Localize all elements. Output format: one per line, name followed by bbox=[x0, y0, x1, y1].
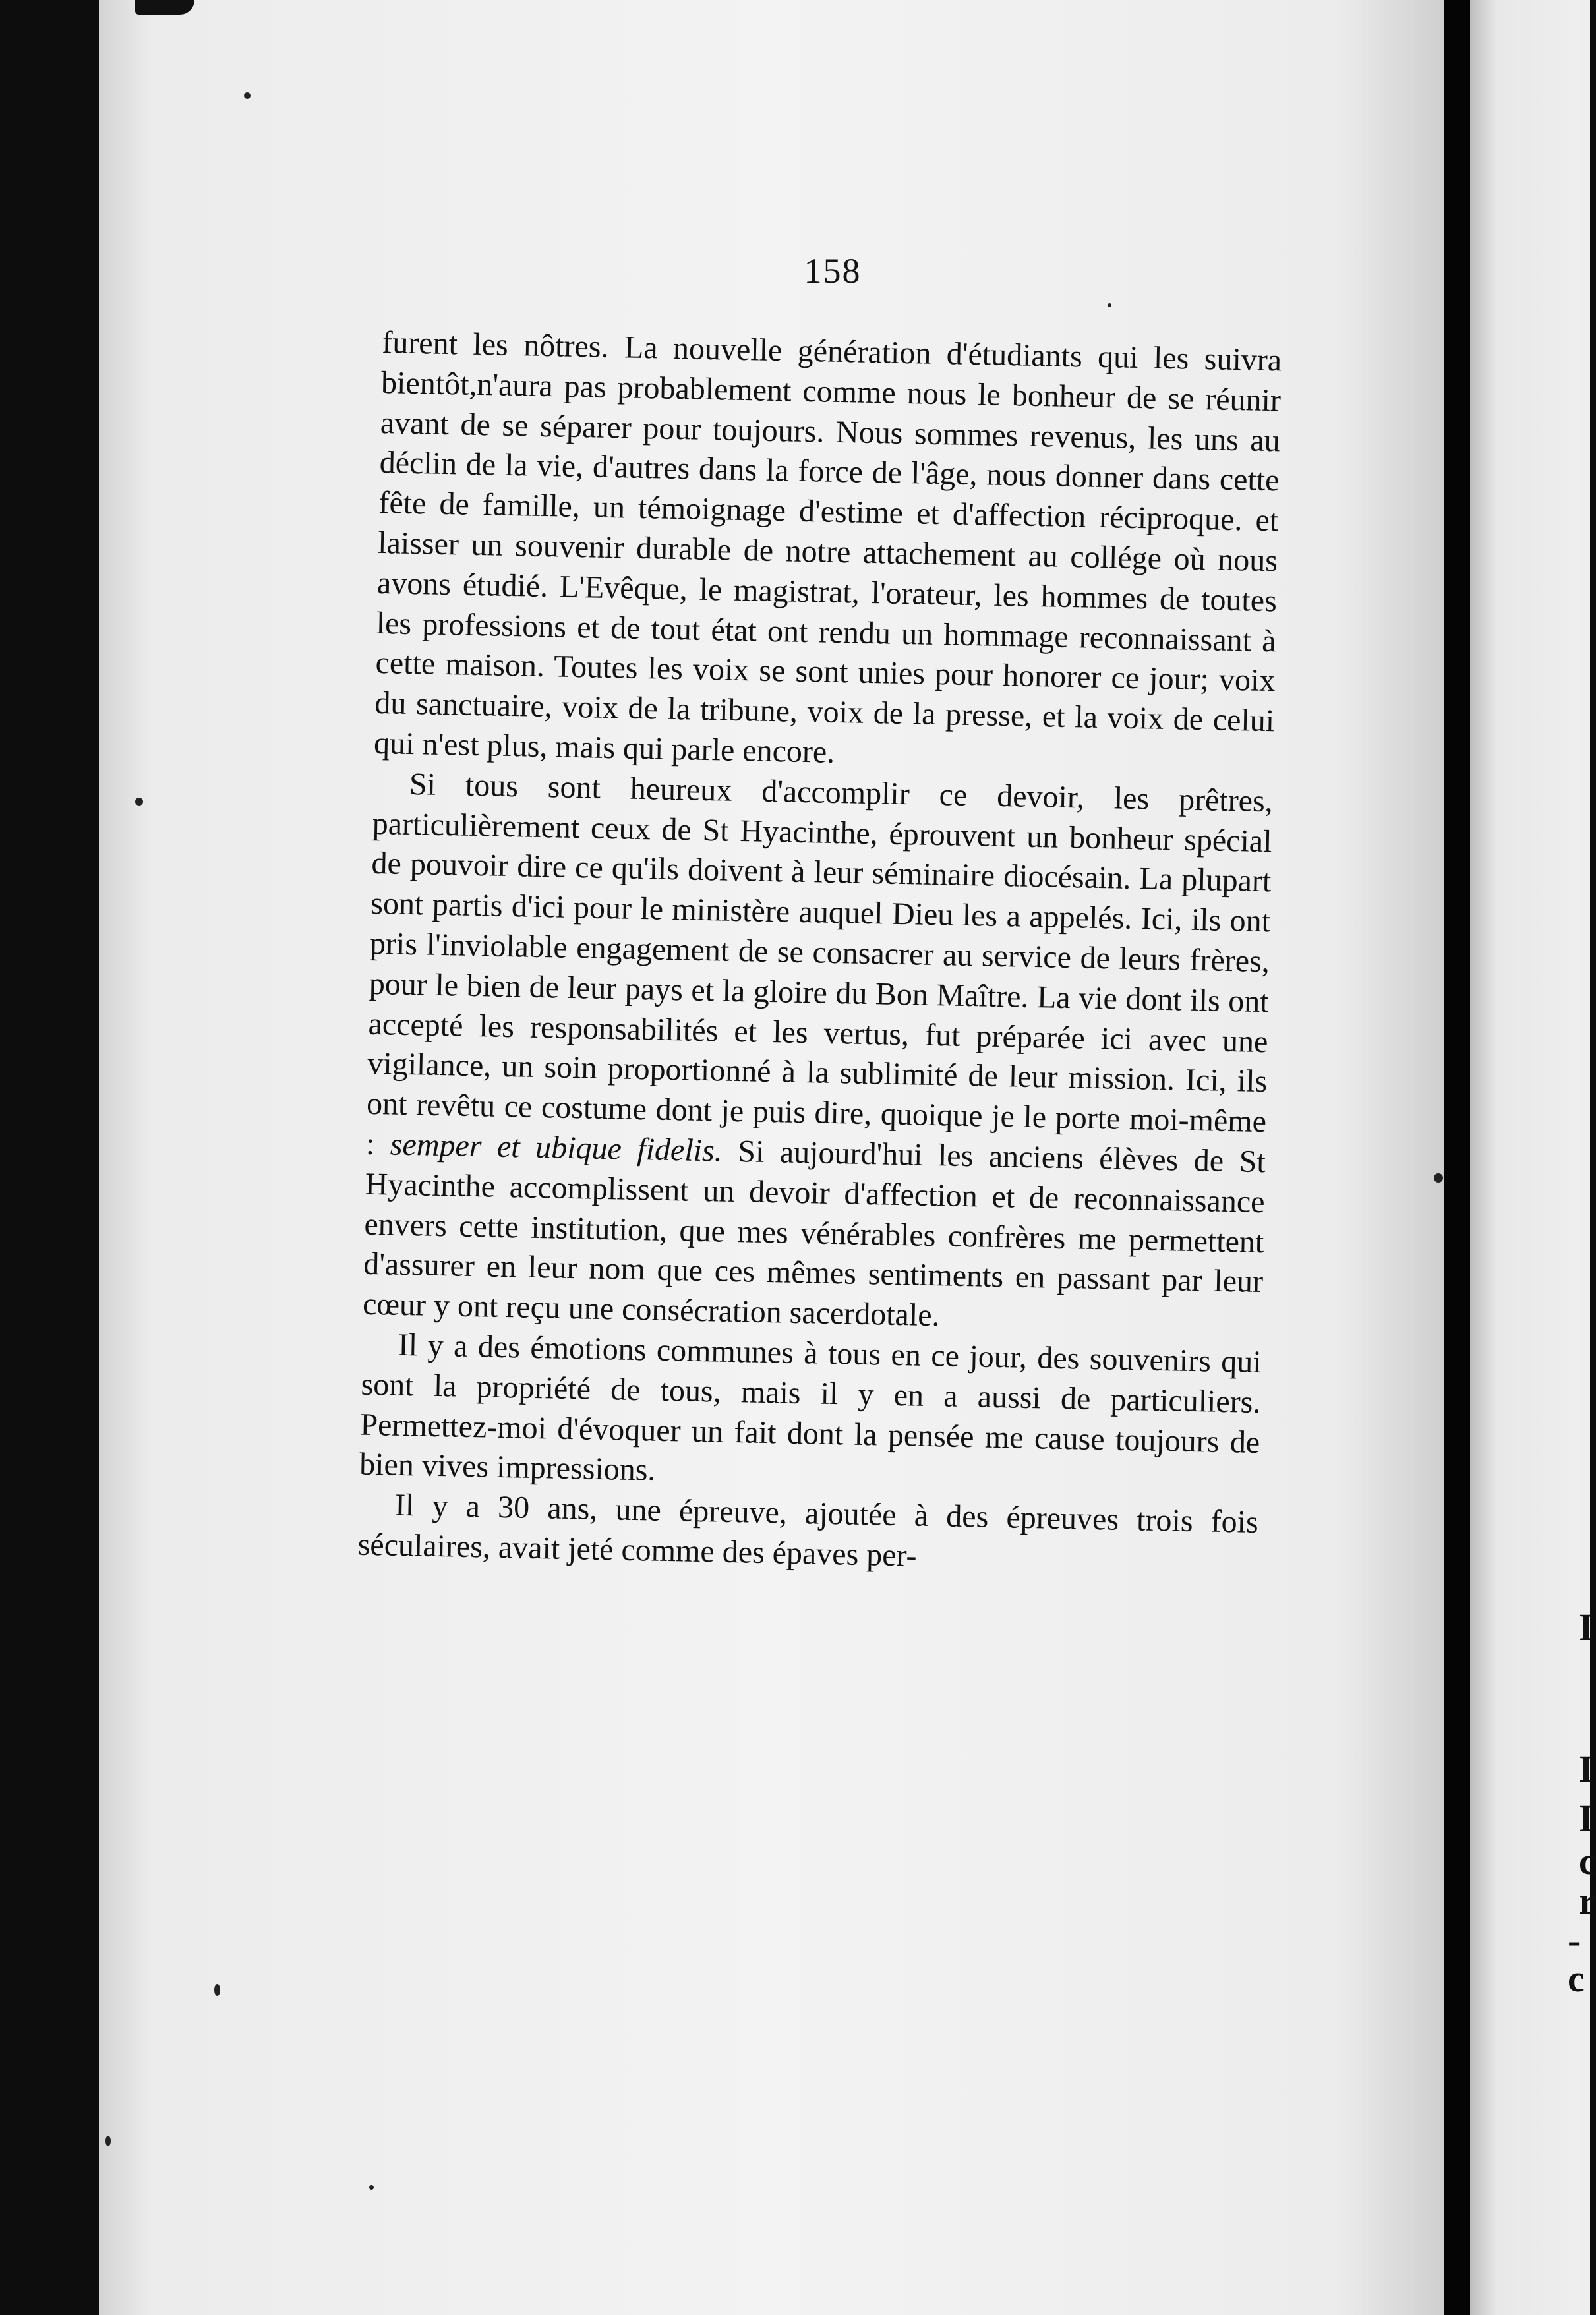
facing-page-fragment: -c bbox=[1568, 1919, 1585, 2000]
facing-page-fragment: I bbox=[1579, 1797, 1594, 1840]
paragraph: Il y a 30 ans, une épreuve, ajoutée à des épreuves trois fois séculaires, avait jeté comme des épaves per- bbox=[357, 1487, 1259, 1573]
facing-page-fragment: I bbox=[1579, 1747, 1594, 1790]
latin-motto: semper et ubique fidelis. bbox=[390, 1127, 723, 1169]
facing-page-fragment: r bbox=[1579, 1879, 1596, 1922]
paragraph-text: Si aujourd'hui les anciens élèves de St Hyacinthe accomplissent un devoir d'affection et de reconnaissance envers cette institution, que mes vénérables confrères me permettent d'assurer en leur nom que ces mêmes sentiments en passant par leur cœur y ont reçu une consécration sacerdotale. bbox=[362, 1133, 1266, 1333]
facing-page-fragment: I bbox=[1579, 1606, 1594, 1649]
ink-blot bbox=[135, 0, 194, 15]
facing-page-fragment: c bbox=[1579, 1840, 1596, 1883]
book-gutter bbox=[1444, 0, 1470, 2315]
page-number: 158 bbox=[804, 251, 862, 291]
paragraph-text: Si tous sont heureux d'accomplir ce devoir, les prêtres, particulièrement ceux de St Hyacinthe, éprouvent un bonheur spécial de pouvoir dire ce qu'ils doivent à leur séminaire diocésain. La plupart sont partis d'ici pour le ministère auquel Dieu les a appelés. Ici, ils ont pris l'inviolable engagement de se consacrer au service de leurs frères, pour le bien de leur pays et la gloire du Bon Maître. La vie dont ils ont accepté les responsabilités et les vertus, fut préparée ici avec une vigilance, un soin proportionné à la sublimité de leur mission. Ici, ils ont revêtu ce costume dont je puis dire, quoique je le porte moi-même : bbox=[365, 766, 1274, 1162]
paragraph bbox=[362, 764, 1273, 1343]
paragraph: furent les nôtres. La nouvelle génération d'étudiants qui les suivra bientôt,n'aura pas probablement comme nous le bonheur de se réunir avant de se séparer pour toujours. Nous sommes revenus, les uns au déclin de la vie, d'autres dans la force de l'âge, nous donner dans cette fête de famille, un témoignage d'estime et d'affection réciproque. et laisser un souvenir durable de notre attachement au collége où nous avons étudié. L'Evêque, le magistrat, l'orateur, les hommes de toutes les professions et de tout état ont rendu un hommage reconnaissant à cette maison. Toutes les voix se sont unies pour honorer ce jour; voix du sanctuaire, voix de la tribune, voix de la presse, et la voix de celui qui n'est plus, mais qui parle encore. bbox=[373, 324, 1282, 770]
body-text bbox=[357, 323, 1282, 1583]
paragraph: Il y a des émotions communes à tous en ce jour, des souvenirs qui sont la propriété de tous, mais il y en a aussi de particuliers. Permettez-moi d'évoquer un fait dont la pensée me cause toujours de bien vives impressions. bbox=[359, 1327, 1262, 1488]
